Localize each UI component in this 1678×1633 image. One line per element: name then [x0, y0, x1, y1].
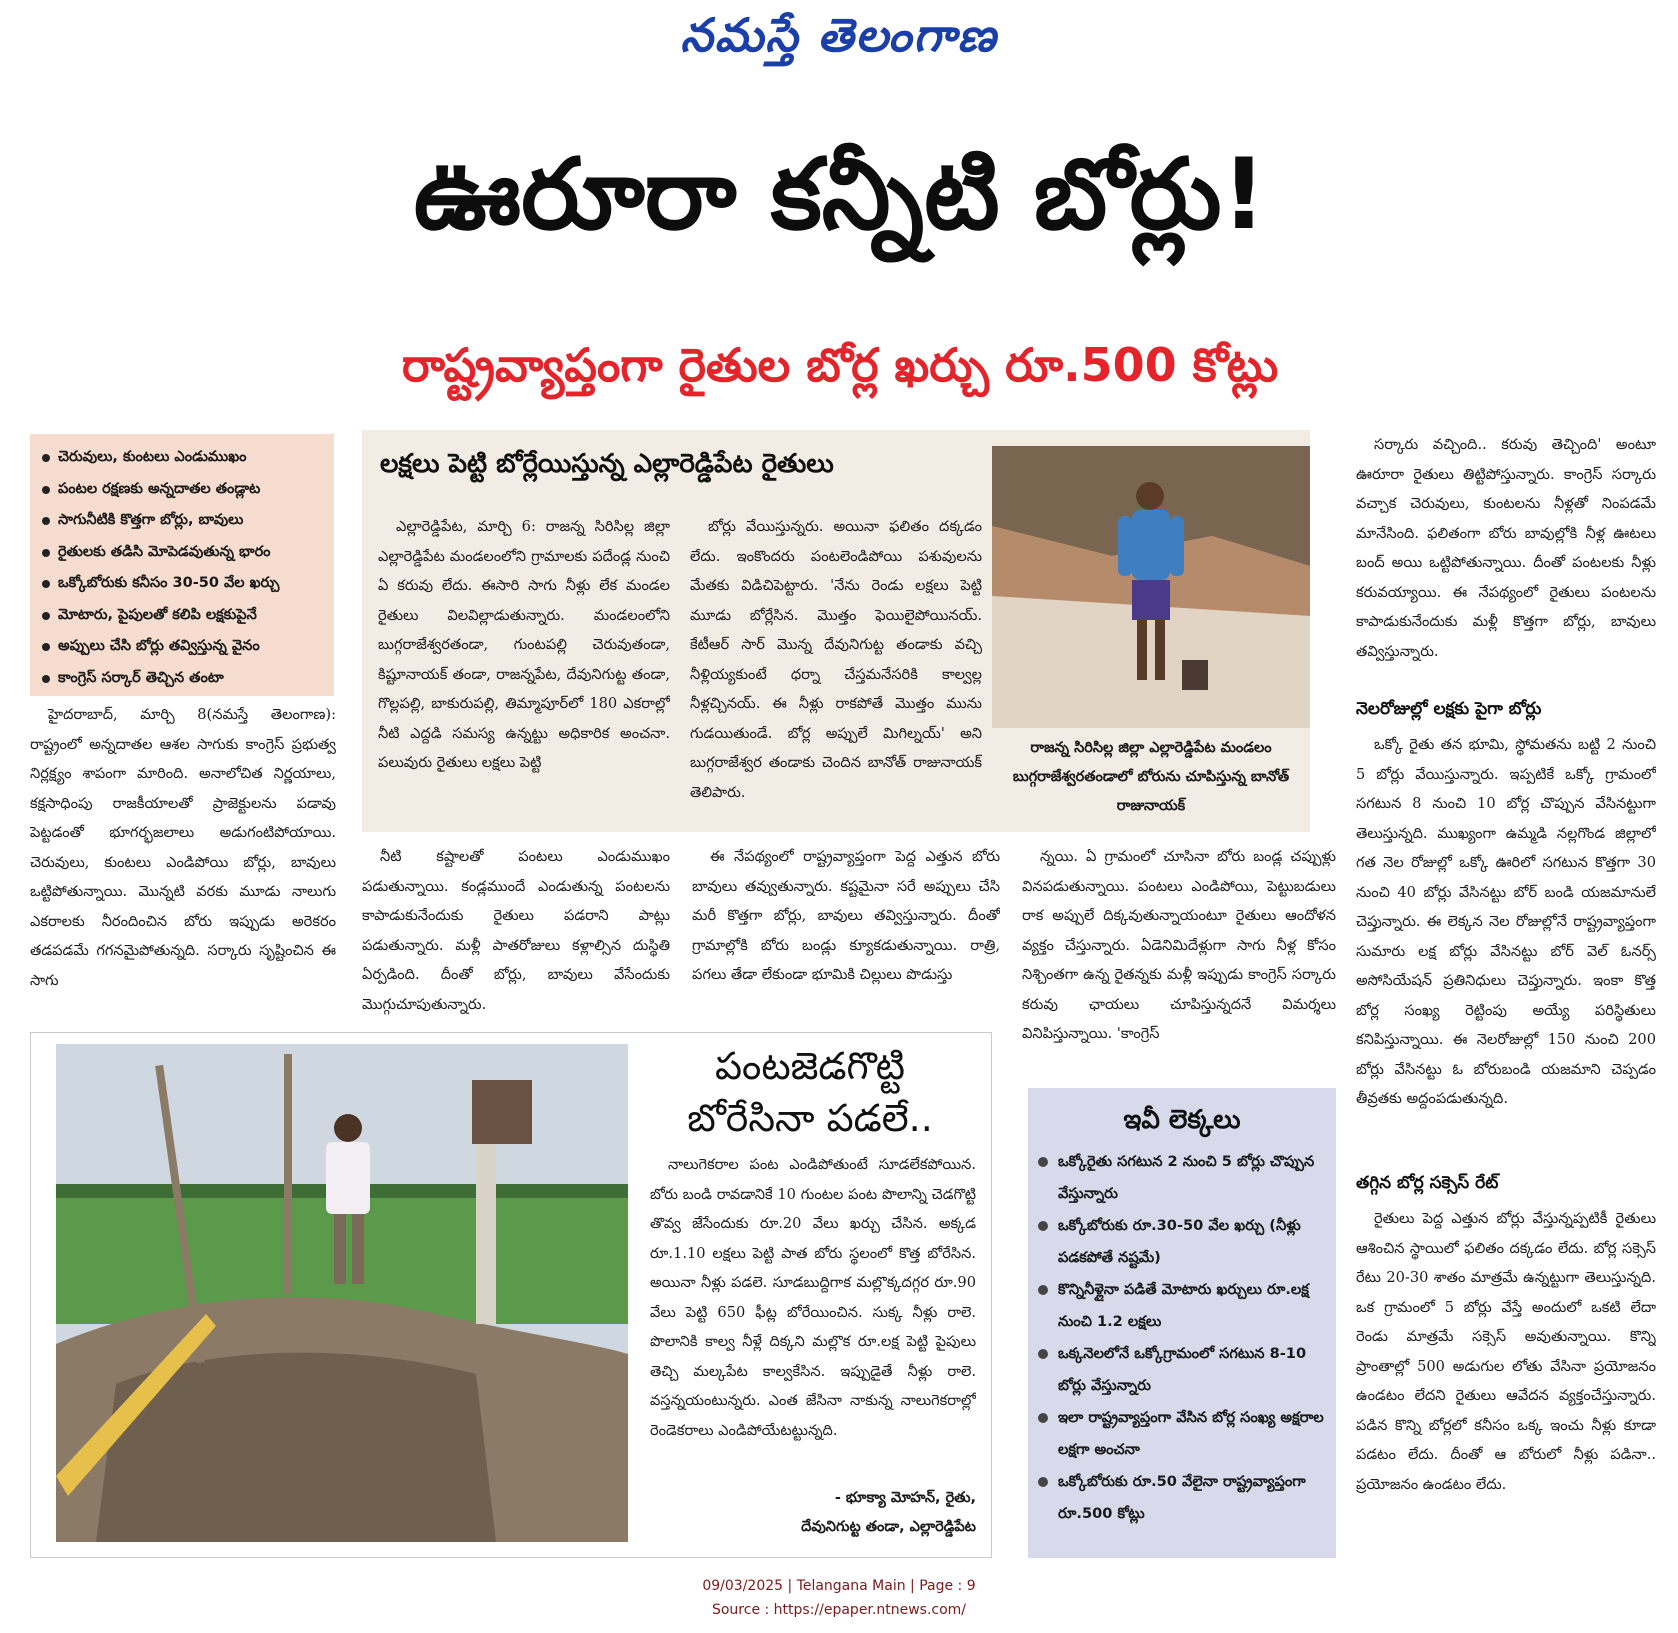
stats-item: ఒక్కోబోరుకు రూ.50 వేలైనా రాష్ట్రవ్యాప్తంగా రూ.500 కోట్లు [1028, 1466, 1328, 1530]
main-story-col1 [30, 700, 336, 1020]
yellareddypet-col2 [690, 512, 982, 814]
stats-list [1028, 1146, 1328, 1552]
right-column-intro [1356, 430, 1656, 672]
farmer-photo-1 [992, 446, 1310, 728]
stats-item: ఒక్కోబోరుకు రూ.30-50 వేల ఖర్చు (నీళ్లు పడకపోతే నష్టమే) [1028, 1210, 1328, 1274]
main-story-text: న్నయి. ఏ గ్రామంలో చూసినా బోరు బండ్ల చప్పుళ్లు వినపడుతున్నాయి. పంటలు ఎండిపోయి, పెట్టుబడులు రాక అప్పులే దిక్కవుతున్నాయంటూ రైతులు ఆందోళన వ్యక్తం చేస్తున్నారు. ఏడెనిమిదేళ్లుగా సాగు నీళ్ల కోసం నిశ్చింతగా ఉన్న రైతన్నకు మళ్లీ ఇప్పుడు కాంగ్రెస్ సర్కారు కరువు ఛాయలు చూపిస్తున్నదనే విమర్శలు వినిపిస్తున్నాయి. 'కాంగ్రెస్ [1022, 848, 1336, 1042]
yellareddypet-col1 [378, 512, 670, 814]
page-footer [0, 1574, 1678, 1622]
yellareddypet-text: బోర్లు వేయిస్తున్నరు. అయినా ఫలితం దక్కడం లేదు. ఇంకొందరు పంటలెండిపోయి పశువులను మేతకు విడిచిపెట్టారు. 'నేను రెండు లక్షలు పెట్టి మూడు బోర్లేసిన. మొత్తం ఫెయిలైపోయినయ్. కేటీఆర్ సార్ మొన్న దేవునిగుట్ట తండాకు వచ్చి నీళ్లియ్యకుంటే ధర్నా చేస్తమనేసరికి కాల్వల్ల నీళ్లచ్చినయ్. ఈ నీళ్లు రాకపోతే మొత్తం మును గుడయితుండే. బోర్ల అప్పులే మిగిల్నయ్' అని బుగ్గరాజేశ్వర తండాకు చెందిన బానోత్ రాజునాయక్ తెలిపారు. [690, 518, 982, 801]
highlight-item: రైతులకు తడిసి మోపెడవుతున్న భారం [38, 537, 326, 569]
sub-headline: రాష్ట్రవ్యాప్తంగా రైతుల బోర్ల ఖర్చు రూ.500 కోట్లు [401, 338, 1279, 392]
right-column-heading-1: నెలరోజుల్లో లక్షకు పైగా బోర్లు [1356, 699, 1542, 719]
stats-item: కొన్నినీళ్లైనా పడితే మోటారు ఖర్చులు రూ.లక్ష నుంచి 1.2 లక్షలు [1028, 1274, 1328, 1338]
yellareddypet-text: ఎల్లారెడ్డిపేట, మార్చి 6: రాజన్న సిరిసిల్ల జిల్లా ఎల్లారెడ్డిపేట మండలంలోని గ్రామాలకు పదేండ్ల నుంచి ఏ కరువు లేదు. ఈసారి సాగు నీళ్లు లేక మండల రైతులు విలవిల్లాడుతున్నారు. మండలంలోని బుగ్గరాజేశ్వరతండా, గుంటపల్లి చెరువుతండా, కిష్టూనాయక్ తండా, రాజన్నపేట, దేవునిగుట్ట తండా, గొల్లపల్లి, బాకురుపల్లి, తిమ్మాపూర్‌లో 180 ఎకరాల్లో నీటి ఎద్దడి సమస్య ఉన్నట్టు అధికారిక అంచనా. పలువురు రైతులు లక్షలు పెట్టి [378, 518, 670, 771]
attribution-line-2: దేవునిగుట్ట తండా, ఎల్లారెడ్డిపేట [801, 1519, 976, 1535]
highlights-box [30, 434, 334, 696]
highlight-item: అప్పులు చేసి బోర్లు తవ్విస్తున్న వైనం [38, 631, 326, 663]
highlight-item: మోటారు, పైపులతో కలిపి లక్షకుపైనే [38, 600, 326, 632]
stats-title: ఇవీ లెక్కలు [1123, 1105, 1241, 1135]
farmer-standing-soil-image [992, 446, 1310, 728]
farmer-photo-1-caption: రాజన్న సిరిసిల్ల జిల్లా ఎల్లారెడ్డిపేట మండలం బుగ్గరాజేశ్వరతండాలో బోరును చూపిస్తున్న బానోత్ రాజునాయక్ [1012, 740, 1290, 814]
highlight-item: చెరువులు, కుంటలు ఎండుముఖం [38, 442, 326, 474]
right-column-text: రైతులు పెద్ద ఎత్తున బోర్లు వేస్తున్నప్పటికీ రైతులు ఆశించిన స్థాయిలో ఫలితం దక్కడం లేదు. బోర్ల సక్సెస్ రేటు 20-30 శాతం మాత్రమే ఉన్నట్టుగా తెలుస్తున్నది. ఒక గ్రామంలో 5 బోర్లు వేస్తే అందులో ఒకటి లేదా రెండు మాత్రమే సక్సెస్ అవుతున్నాయి. కొన్ని ప్రాంతాల్లో 500 అడుగుల లోతు వేసినా ప్రయోజనం ఉండటం లేదని రైతులు ఆవేదన వ్యక్తంచేస్తున్నారు. పడిన కొన్ని బోర్లలో కనీసం ఒక్క ఇంచు నీళ్లు కూడా పడటం లేదు. దీంతో ఆ బోరులో నీళ్లు పడినా.. ప్రయోజనం ఉండటం లేదు. [1356, 1210, 1656, 1493]
right-column-text: ఒక్కో రైతు తన భూమి, స్థోమతను బట్టి 2 నుంచి 5 బోర్లు వేయిస్తున్నారు. ఇప్పటికే ఒక్కో గ్రామంలో సగటున 8 నుంచి 10 బోర్ల చొప్పున వేసినట్టుగా తెలుస్తున్నది. ముఖ్యంగా ఉమ్మడి నల్లగొండ జిల్లాలో గత నెల రోజుల్లో ఒక్కో ఊరిలో సగటున కొత్తగా 30 నుంచి 40 బోర్లు వేసినట్టు బోర్ బండి యజమానులే చెప్తున్నారు. ఈ లెక్కన నెల రోజుల్లోనే రాష్ట్రవ్యాప్తంగా సుమారు లక్ష బోర్లు వేసినట్టు బోర్ వెల్ ఓనర్స్ అసోసియేషన్ ప్రతినిధులు చెప్తున్నారు. ఇంకా కొత్త బోర్ల సంఖ్య రెట్టింపు అయ్యే పరిస్థితులు కనిపిస్తున్నాయి. ఈ నెలరోజుల్లో 150 నుంచి 200 బోర్లు వేసినట్టు ఓ బోరుబండి యజమాని చెప్పడం తీవ్రతకు అద్దంపడుతున్నది. [1356, 736, 1656, 1107]
highlight-item: పంటల రక్షణకు అన్నదాతల తండ్లాట [38, 474, 326, 506]
stats-item: ఒక్కోరైతు సగటున 2 నుంచి 5 బోర్లు చొప్పున వేస్తున్నారు [1028, 1146, 1328, 1210]
footer-edition-info: 09/03/2025 | Telangana Main | Page : 9 [702, 1578, 976, 1594]
main-story-text: నీటి కష్టాలతో పంటలు ఎండుముఖం పడుతున్నాయి. కండ్లముందే ఎండుతున్న పంటలను కాపాడుకునేందుకు రైతులు పడరాని పాట్లు పడుతున్నారు. మళ్లీ పాతరోజులు కళ్లాల్సిన దుస్థితి ఏర్పడింది. దీంతో బోర్లు, బావులు వేసేందుకు మొగ్గుచూపుతున్నారు. [362, 848, 670, 1013]
yellareddypet-title: లక్షలు పెట్టి బోర్లేయిస్తున్న ఎల్లారెడ్డిపేట రైతులు [380, 449, 834, 479]
footer-source-link[interactable]: Source : https://epaper.ntnews.com/ [711, 1602, 967, 1618]
right-column-para-1 [1356, 730, 1656, 1144]
farmer-field-borewell-image [56, 1044, 628, 1542]
stats-item: ఒక్కనెలలోనే ఒక్కోగ్రామంలో సగటున 8-10 బోర్లు వేస్తున్నారు [1028, 1338, 1328, 1402]
attribution-line-1: - భూక్యా మోహన్, రైతు, [834, 1490, 976, 1506]
masthead-logo: నమస్తే తెలంగాణ [680, 8, 998, 62]
highlight-item: సాగునీటికి కొత్తగా బోర్లు, బావులు [38, 505, 326, 537]
main-story-col4 [1022, 842, 1336, 1078]
main-headline: ఊరూరా కన్నీటి బోర్లు! [413, 138, 1267, 252]
farmer-quote-body: నాలుగెకరాల పంట ఎండిపోతుంటే సూడలేకపోయిన. బోరు బండి రావడానికే 10 గుంటల పంట పొలాన్ని చెడగొట్టి తొవ్వ జేసేందుకు రూ.20 వేలు ఖర్చు చేసిన. అక్కడ రూ.1.10 లక్షలు పెట్టి పాత బోరు స్థలంలో కొత్త బోరేసిన. అయినా నీళ్లు పడలె. సూడబుద్దిగాక మల్లొక్కదగ్గర రూ.90 వేలు పెట్టి 650 ఫీట్ల బోరేయించిన. సుక్క నీళ్లు రాలె. పొలానికి కాల్వ నీళ్లే దిక్కని మల్లొక రూ.లక్ష పెట్టి పైపులు తెచ్చి మల్కపేట కాల్వకేసిన. ఇప్పుడైతే నీళ్లు రాలె. వస్తన్నయంటున్నరు. ఎంత జేసినా నాకున్న నాలుగెకరాల్లో రెండెకరాలు ఎండిపోయేటట్టున్నది. [650, 1156, 976, 1439]
right-column-text: సర్కారు వచ్చింది.. కరువు తెచ్చింది' అంటూ ఊరూరా రైతులు తిట్టిపోస్తున్నారు. కాంగ్రెస్ సర్కారు వచ్చాక చెరువులు, కుంటలను నీళ్లతో నింపడమే మానేసింది. ఫలితంగా బోరు బావుల్లోకి నీళ్ల ఊటలు బంద్ అయి ఒట్టిపోతున్నాయి. దీంతో పంటలకు నీళ్లు కరువయ్యాయి. ఈ నేపథ్యంలో రైతులు పంటలను కాపాడుకునేందుకు మళ్లీ కొత్తగా బోర్లు, బావులు తవ్విస్తున్నారు. [1356, 436, 1656, 660]
highlight-item: కాంగ్రెస్ సర్కార్ తెచ్చిన తంటా [38, 663, 326, 695]
farmer-quote-heading-line2: బోరేసినా పడలే.. [687, 1096, 933, 1140]
main-story-text: ఈ నేపథ్యంలో రాష్ట్రవ్యాప్తంగా పెద్ద ఎత్తున బోరు బావులు తవ్వుతున్నారు. కష్టమైనా సరే అప్పులు చేసి మరీ కొత్తగా బోర్లు, బావులు తవ్విస్తున్నారు. దీంతో గ్రామాల్లోకి బోరు బండ్లు క్యూకడుతున్నాయి. రాత్రి, పగలు తేడా లేకుండా భూమికి చిల్లులు పొడుస్తు [692, 848, 1000, 983]
highlight-item: ఒక్కోబోరుకు కనీసం 30-50 వేల ఖర్చు [38, 568, 326, 600]
right-column-para-2 [1356, 1204, 1656, 1560]
farmer-quote-heading [640, 1040, 980, 1144]
farmer-quote-attribution [650, 1484, 976, 1542]
farmer-quote-heading-line1: పంటజెడగొట్టి [715, 1044, 905, 1088]
farmer-photo-2 [56, 1044, 628, 1542]
main-story-text: హైదరాబాద్, మార్చి 8(నమస్తే తెలంగాణ): రాష్ట్రంలో అన్నదాతల ఆశల సాగుకు కాంగ్రెస్ ప్రభుత్వ నిర్లక్ష్యం శాపంగా మారింది. అనాలోచిత నిర్ణయాలు, కక్షసాధింపు రాజకీయాలతో ప్రాజెక్టులను పడావు పెట్టడంతో భూగర్భజలాలు అడుగంటిపోయాయి. చెరువులు, కుంటలు ఎండిపోయి బోర్లు, బావులు ఒట్టిపోతున్నాయి. మొన్నటి వరకు మూడు నాలుగు ఎకరాలకు నీరందించిన బోరు ఇప్పుడు అరెకరం తడపడమే గగనమైపోతున్నది. సర్కారు సృష్టించిన ఈ సాగు [30, 706, 336, 989]
main-story-col2 [362, 842, 670, 1018]
main-story-col3 [692, 842, 1000, 1018]
farmer-quote-text [650, 1150, 976, 1476]
stats-item: ఇలా రాష్ట్రవ్యాప్తంగా వేసిన బోర్ల సంఖ్య అక్షరాల లక్షగా అంచనా [1028, 1402, 1328, 1466]
right-column-heading-2: తగ్గిన బోర్ల సక్సెస్ రేట్ [1356, 1173, 1499, 1193]
